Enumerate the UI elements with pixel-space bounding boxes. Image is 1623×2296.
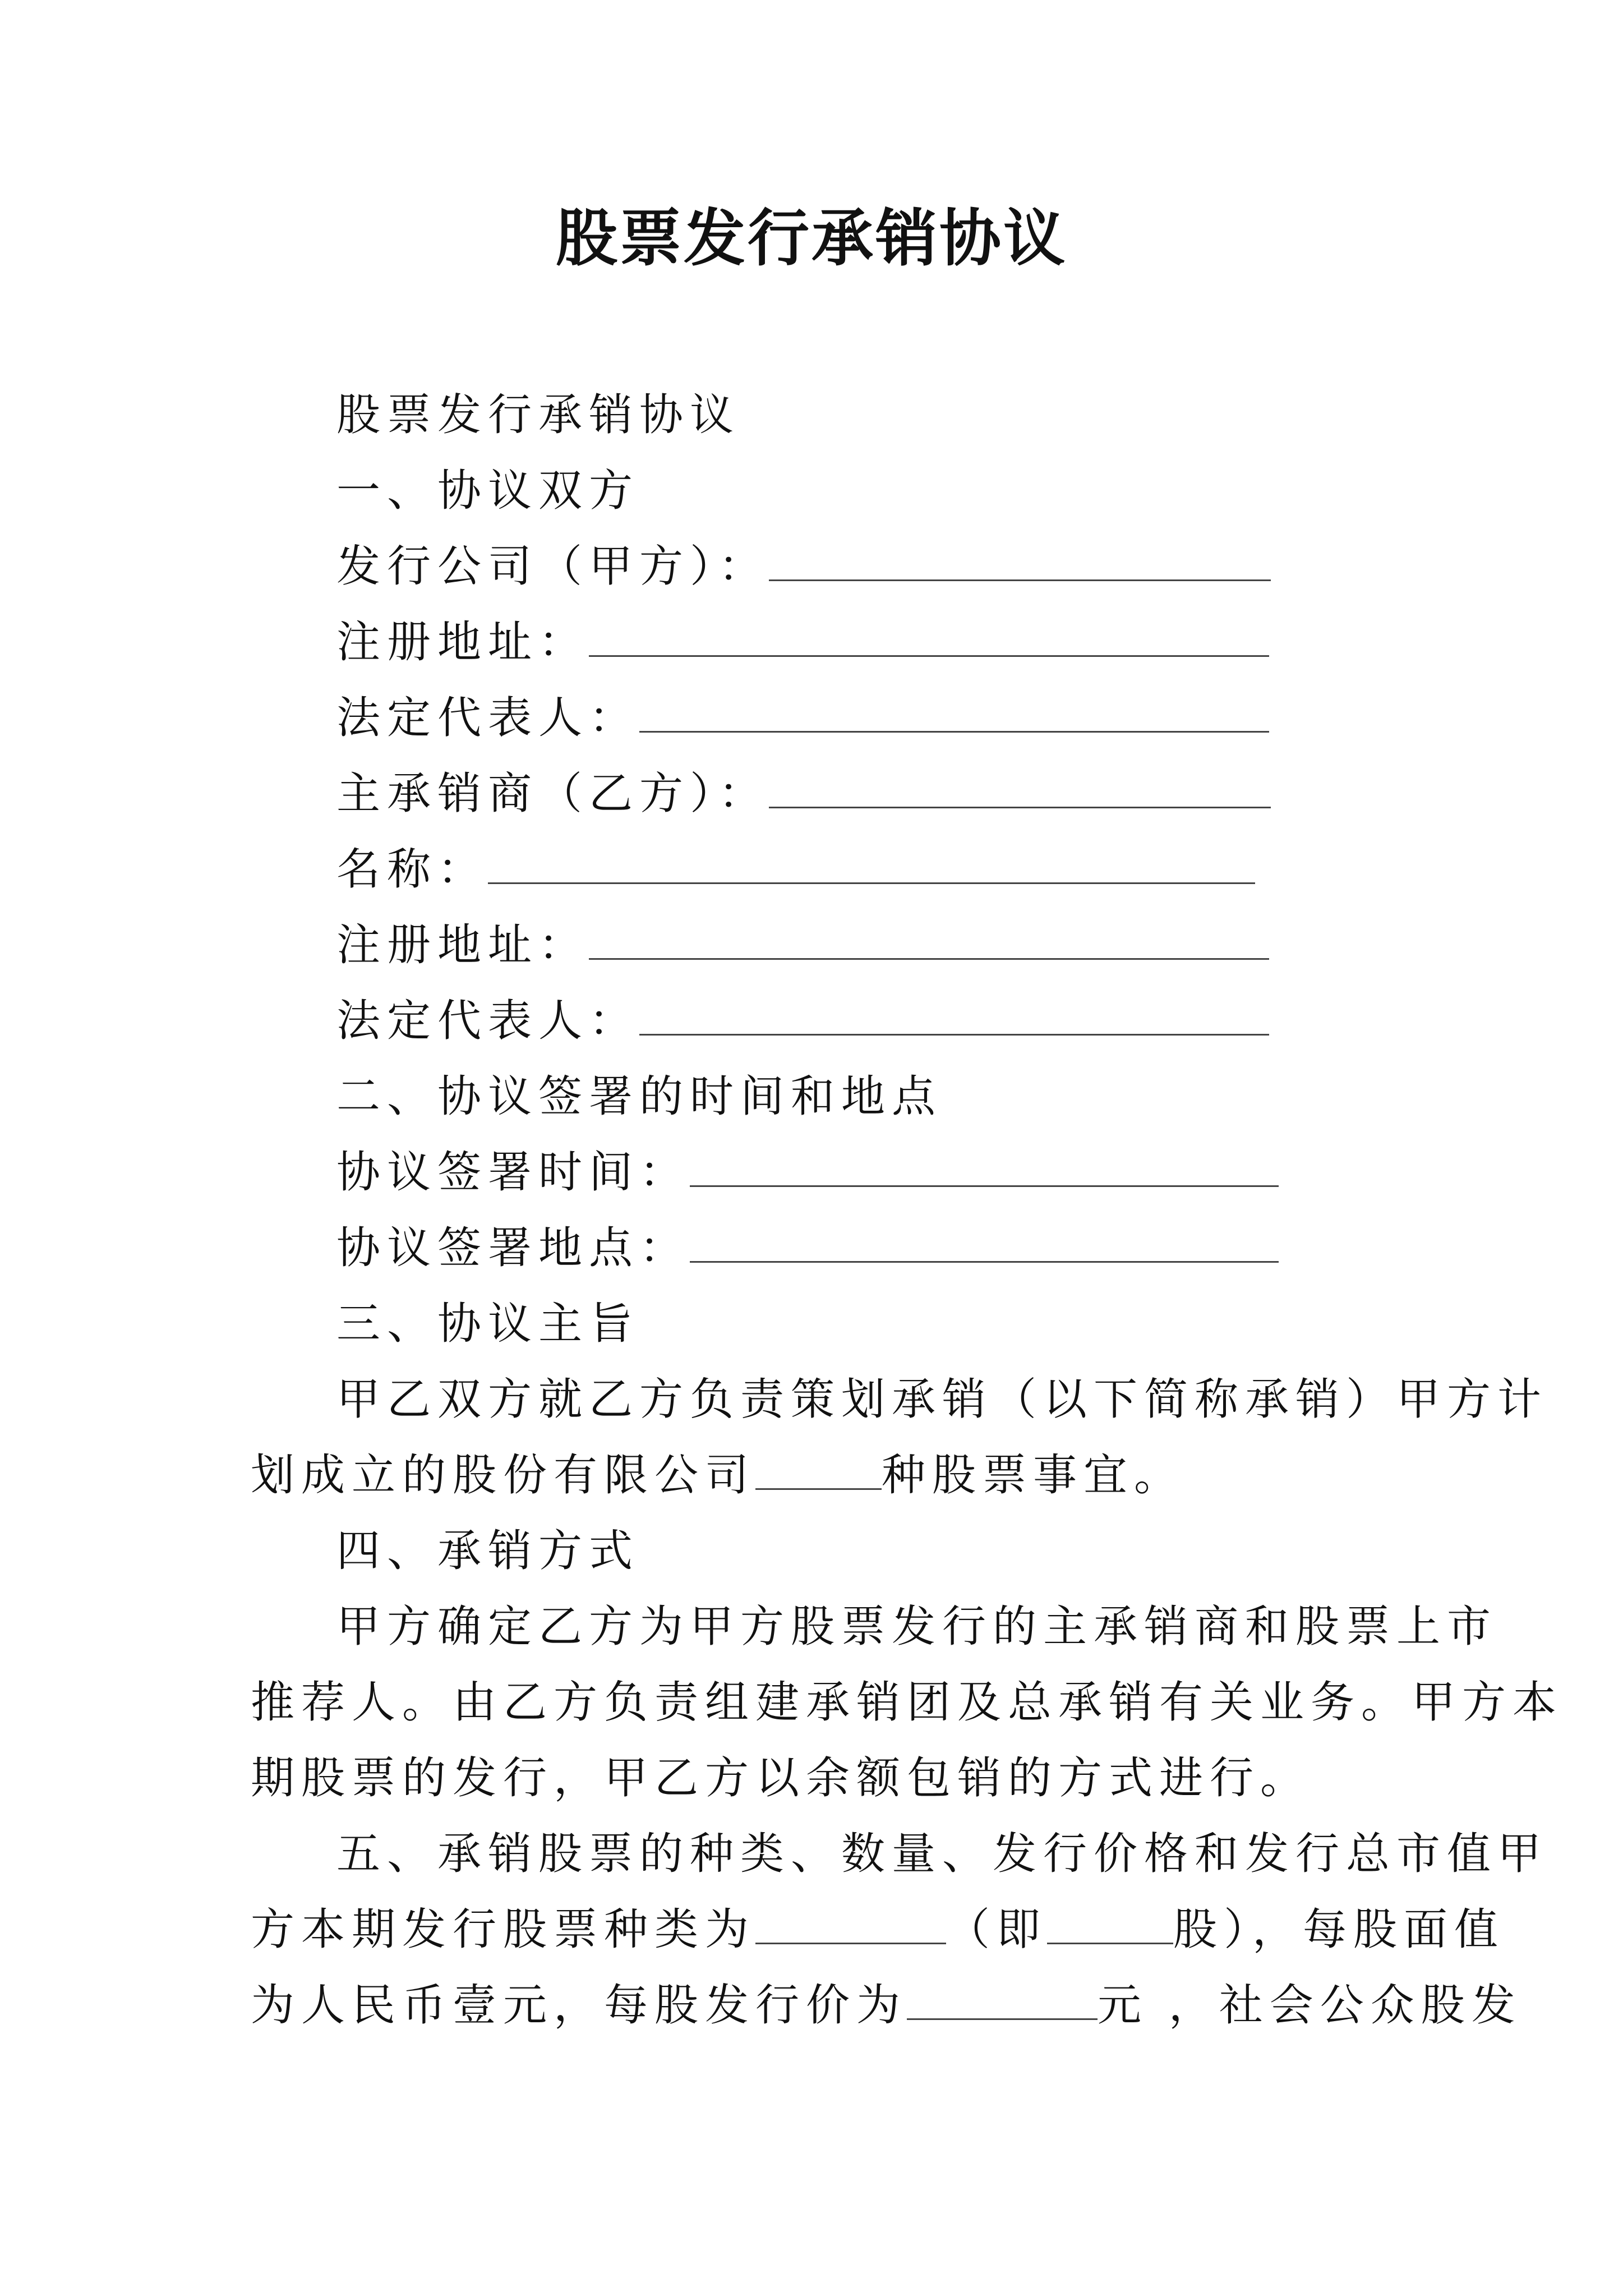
issuer-rep-blank[interactable] [639, 692, 1269, 733]
underwriter-name-label: 名称： [336, 844, 488, 895]
sign-place-label: 协议签署地点： [336, 1223, 690, 1273]
sign-place-field [336, 1220, 1279, 1276]
underwriter-field [336, 766, 1271, 822]
sign-time-label: 协议签署时间： [336, 1147, 690, 1198]
section3-para-line2-a: 划成立的股份有限公司 [251, 1450, 756, 1501]
stock-type-blank[interactable] [755, 1449, 882, 1490]
issuer-address-blank[interactable] [589, 616, 1269, 657]
share-count-blank[interactable] [1047, 1903, 1173, 1944]
section5-line2-a: 方本期发行股票种类为 [251, 1904, 756, 1955]
issuer-address-field [336, 614, 1269, 670]
underwriter-address-field [336, 917, 1269, 973]
section1-heading: 一、协议双方 [336, 466, 640, 516]
sign-time-field [336, 1144, 1279, 1200]
issuer-field [336, 539, 1271, 595]
sign-place-blank[interactable] [690, 1222, 1279, 1263]
section4-heading: 四、承销方式 [336, 1526, 640, 1576]
section5-line2 [251, 1902, 1505, 1958]
section5-line3-b: 元 ，社会公众股发 [1098, 1980, 1522, 2031]
issuer-rep-field [336, 690, 1269, 746]
underwriter-address-label: 注册地址： [336, 920, 589, 970]
section4-para-line3: 期股票的发行，甲乙方以余额包销的方式进行。 [251, 1753, 1311, 1803]
section3-para-line2-b: 种股票事宜。 [882, 1450, 1185, 1501]
section5-line1: 五、承销股票的种类、数量、发行价格和发行总市值甲 [336, 1829, 1548, 1879]
issuer-label: 发行公司（甲方）： [336, 541, 769, 592]
underwriter-label: 主承销商（乙方）： [336, 769, 769, 819]
section5-line3-a: 为人民币壹元，每股发行价为 [251, 1980, 907, 2031]
section5-line3 [251, 1977, 1522, 2033]
document-subtitle: 股票发行承销协议 [336, 390, 741, 440]
sign-time-blank[interactable] [690, 1146, 1279, 1187]
underwriter-name-blank[interactable] [488, 843, 1255, 884]
section5-line2-c: 股），每股面值 [1173, 1904, 1505, 1955]
underwriter-name-field [336, 841, 1255, 898]
section4-para-line1: 甲方确定乙方为甲方股票发行的主承销商和股票上市 [336, 1602, 1498, 1652]
underwriter-address-blank[interactable] [589, 919, 1269, 960]
stock-kind-blank[interactable] [755, 1903, 946, 1944]
section2-heading: 二、协议签署的时间和地点 [336, 1071, 943, 1122]
issuer-rep-label: 法定代表人： [336, 693, 640, 743]
section3-para-line2 [251, 1447, 1184, 1503]
section5-line2-b: （即 [946, 1904, 1048, 1955]
section4-para-line2: 推荐人。由乙方负责组建承销团及总承销有关业务。甲方本 [251, 1677, 1564, 1728]
underwriter-blank[interactable] [769, 767, 1271, 808]
section3-heading: 三、协议主旨 [336, 1299, 640, 1349]
issuer-address-label: 注册地址： [336, 617, 589, 668]
issuer-blank[interactable] [769, 540, 1271, 581]
section3-para-line1: 甲乙双方就乙方负责策划承销（以下简称承销）甲方计 [336, 1374, 1548, 1425]
underwriter-rep-field [336, 993, 1269, 1049]
issue-price-blank[interactable] [907, 1979, 1098, 2020]
underwriter-rep-blank[interactable] [639, 995, 1269, 1036]
document-title: 股票发行承销协议 [556, 202, 1067, 274]
underwriter-rep-label: 法定代表人： [336, 996, 640, 1046]
